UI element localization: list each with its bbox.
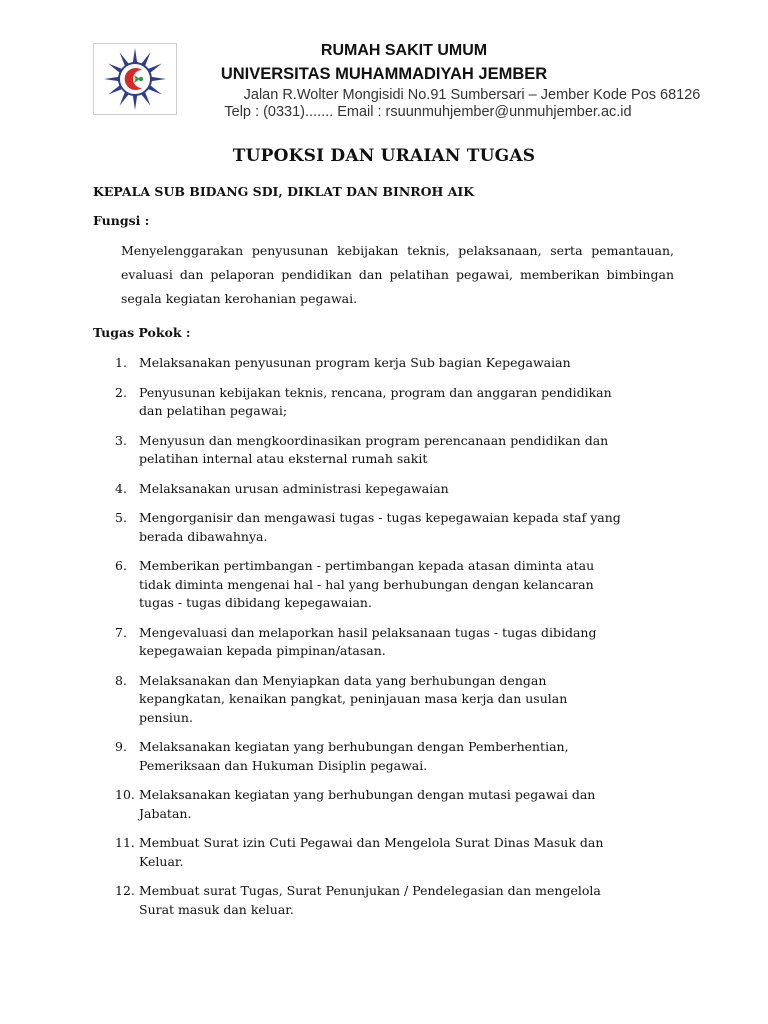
task-number: 8.: [115, 672, 127, 688]
task-item: [93, 480, 673, 499]
university-name: UNIVERSITAS MUHAMMADIYAH JEMBER: [220, 65, 548, 83]
task-number: 7.: [115, 624, 127, 640]
task-text-line: Melaksanakan kegiatan yang berhubungan dengan mutasi pegawai dan: [139, 787, 596, 802]
task-text-line: Surat masuk dan keluar.: [139, 901, 294, 917]
task-item: [93, 432, 673, 469]
task-number: 5.: [115, 510, 127, 525]
task-number: 1.: [115, 355, 127, 370]
task-item: [93, 672, 673, 728]
fungsi-heading: Fungsi :: [93, 213, 150, 228]
task-text-line: Mengorganisir dan mengawasi tugas - tugas kepegawaian kepada staf yang: [139, 510, 621, 525]
fungsi-paragraph: Menyelenggarakan penyusunan kebijakan teknis, pelaksanaan, serta pemantauan, evaluasi dan pelaporan pendidikan dan pelatihan pegawai, memberikan bimbingan segala kegiatan kerohanian pegawai.: [121, 243, 674, 306]
hospital-address: Jalan R.Wolter Mongisidi No.91 Sumbersari – Jember Kode Pos 68126: [243, 87, 701, 103]
task-item: [93, 882, 673, 919]
task-item: [93, 384, 673, 421]
task-text-line: Melaksanakan dan Menyiapkan data yang berhubungan dengan: [139, 672, 547, 688]
position-title: KEPALA SUB BIDANG SDI, DIKLAT DAN BINROH AIK: [93, 184, 475, 199]
task-item: [93, 354, 673, 373]
task-text-line: Menyusun dan mengkoordinasikan program perencanaan pendidikan dan: [139, 432, 609, 448]
task-number: 6.: [115, 558, 127, 573]
task-text-line: Melaksanakan urusan administrasi kepegawaian: [139, 480, 449, 496]
task-number: 9.: [115, 739, 127, 754]
document-title: TUPOKSI DAN URAIAN TUGAS: [232, 146, 536, 166]
task-text-line: pelatihan internal atau eksternal rumah sakit: [139, 451, 428, 466]
hospital-contact: Telp : (0331)....... Email : rsuunmuhjember@unmuhjember.ac.id: [224, 104, 632, 120]
task-text-line: tugas - tugas dibidang kepegawaian.: [139, 595, 372, 610]
task-text-line: Melaksanakan penyusunan program kerja Sub bagian Kepegawaian: [139, 355, 571, 370]
task-item: [93, 738, 673, 775]
task-number: 2.: [115, 384, 127, 400]
task-item: [93, 786, 673, 823]
task-item: [93, 557, 673, 613]
task-text-line: dan pelatihan pegawai;: [139, 403, 288, 418]
hospital-name: RUMAH SAKIT UMUM: [320, 42, 488, 59]
task-text-line: berada dibawahnya.: [139, 528, 268, 544]
task-text-line: Membuat surat Tugas, Surat Penunjukan / Pendelegasian dan mengelola: [139, 883, 601, 898]
task-text-line: kepangkatan, kenaikan pangkat, peninjauan masa kerja dan usulan: [139, 691, 568, 706]
task-text-line: Pemeriksaan dan Hukuman Disiplin pegawai.: [139, 757, 428, 773]
task-text-line: Penyusunan kebijakan teknis, rencana, program dan anggaran pendidikan: [139, 384, 612, 400]
task-number: 11.: [115, 835, 135, 850]
task-item: [93, 624, 673, 661]
task-text-line: Melaksanakan kegiatan yang berhubungan dengan Pemberhentian,: [139, 739, 569, 754]
tugas-pokok-list: [93, 354, 673, 930]
task-number: 4.: [115, 480, 127, 496]
task-text-line: tidak diminta mengenai hal - hal yang berhubungan dengan kelancaran: [139, 576, 594, 592]
task-item: [93, 834, 673, 871]
task-text-line: Jabatan.: [139, 805, 192, 821]
task-text-line: Memberikan pertimbangan - pertimbangan kepada atasan diminta atau: [139, 558, 595, 573]
task-text-line: Keluar.: [139, 853, 184, 869]
task-text-line: Mengevaluasi dan melaporkan hasil pelaksanaan tugas - tugas dibidang: [139, 624, 597, 640]
task-number: 10.: [115, 787, 135, 802]
task-number: 3.: [115, 432, 127, 448]
task-item: [93, 509, 673, 546]
task-text-line: Membuat Surat izin Cuti Pegawai dan Mengelola Surat Dinas Masuk dan: [139, 835, 604, 850]
tugas-pokok-heading: Tugas Pokok :: [93, 325, 191, 340]
task-text-line: kepegawaian kepada pimpinan/atasan.: [139, 643, 386, 658]
task-number: 12.: [115, 883, 135, 898]
task-text-line: pensiun.: [139, 709, 193, 725]
